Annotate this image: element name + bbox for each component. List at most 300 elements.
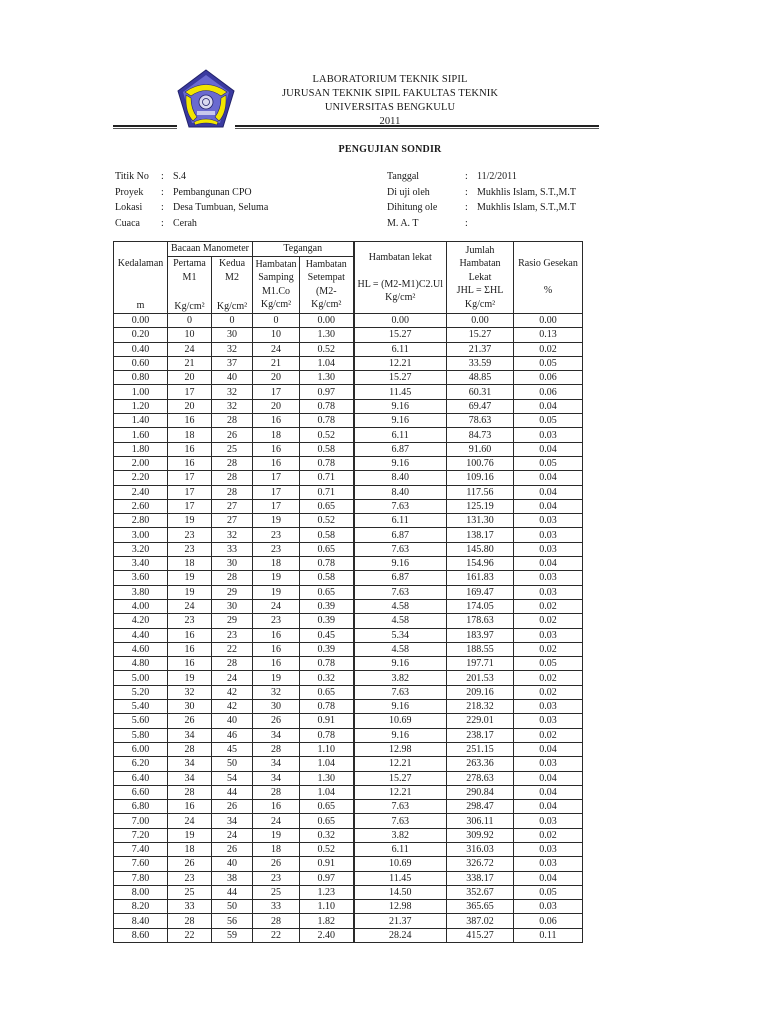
table-cell: 0.78 <box>300 557 354 571</box>
table-cell: 0.03 <box>514 857 583 871</box>
table-cell: 19 <box>253 585 300 599</box>
table-cell: 15.27 <box>354 328 447 342</box>
header-hst-line3: (M2- <box>315 285 337 297</box>
table-cell: 6.80 <box>114 800 168 814</box>
table-cell: 0.03 <box>514 571 583 585</box>
table-cell: 9.16 <box>354 399 447 413</box>
table-row <box>114 857 583 871</box>
info-separator: : <box>465 217 468 229</box>
info-value: Mukhlis Islam, S.T.,M.T <box>477 186 576 198</box>
header-hs-line1: Hambatan <box>255 258 297 270</box>
table-cell: 263.36 <box>447 757 514 771</box>
table-cell: 26 <box>212 428 253 442</box>
header-kedalaman <box>114 242 168 314</box>
table-cell: 7.63 <box>354 585 447 599</box>
table-cell: 45 <box>212 742 253 756</box>
table-cell: 15.27 <box>354 371 447 385</box>
table-cell: 2.40 <box>114 485 168 499</box>
table-cell: 0.00 <box>514 314 583 328</box>
table-cell: 0.04 <box>514 485 583 499</box>
table-cell: 32 <box>212 385 253 399</box>
table-cell: 1.30 <box>300 328 354 342</box>
table-row <box>114 785 583 799</box>
table-cell: 19 <box>168 828 212 842</box>
table-cell: 298.47 <box>447 800 514 814</box>
table-cell: 0.03 <box>514 528 583 542</box>
table-cell: 23 <box>253 871 300 885</box>
table-cell: 278.63 <box>447 771 514 785</box>
table-cell: 16 <box>168 442 212 456</box>
table-cell: 5.40 <box>114 700 168 714</box>
header-rasio-gesekan <box>514 242 583 314</box>
info-label: Proyek <box>115 186 144 198</box>
table-cell: 0.97 <box>300 871 354 885</box>
table-cell: 0.04 <box>514 399 583 413</box>
table-cell: 0.65 <box>300 499 354 513</box>
table-cell: 3.60 <box>114 571 168 585</box>
table-cell: 56 <box>212 914 253 928</box>
table-cell: 2.40 <box>300 928 354 942</box>
header-pertama-title: Pertama <box>173 257 206 269</box>
table-cell: 48.85 <box>447 371 514 385</box>
table-cell: 78.63 <box>447 414 514 428</box>
table-cell: 38 <box>212 871 253 885</box>
table-cell: 0.78 <box>300 657 354 671</box>
table-cell: 32 <box>212 342 253 356</box>
info-separator: : <box>161 186 164 198</box>
table-cell: 365.65 <box>447 900 514 914</box>
table-row <box>114 399 583 413</box>
table-cell: 12.21 <box>354 356 447 370</box>
table-cell: 44 <box>212 785 253 799</box>
table-row <box>114 714 583 728</box>
table-cell: 0.11 <box>514 928 583 942</box>
table-cell: 2.60 <box>114 499 168 513</box>
table-cell: 183.97 <box>447 628 514 642</box>
institution-header <box>250 73 530 129</box>
table-cell: 1.10 <box>300 900 354 914</box>
header-hambatan-lekat-unit: Kg/cm² <box>385 292 416 303</box>
table-cell: 8.20 <box>114 900 168 914</box>
info-separator: : <box>465 171 468 182</box>
info-separator: : <box>465 186 468 198</box>
info-value: 11/2/2011 <box>477 171 517 182</box>
table-cell: 0.71 <box>300 471 354 485</box>
table-cell: 0.78 <box>300 700 354 714</box>
university-name: UNIVERSITAS BENGKULU <box>324 102 456 113</box>
table-cell: 30 <box>253 700 300 714</box>
header-jumlah-hambatan-lekat <box>447 242 514 314</box>
table-cell: 306.11 <box>447 814 514 828</box>
table-cell: 290.84 <box>447 785 514 799</box>
table-cell: 178.63 <box>447 614 514 628</box>
header-kedua <box>212 256 253 314</box>
table-cell: 18 <box>168 842 212 856</box>
table-cell: 34 <box>168 771 212 785</box>
table-cell: 0.32 <box>300 671 354 685</box>
table-cell: 21.37 <box>447 342 514 356</box>
table-cell: 0.05 <box>514 356 583 370</box>
table-cell: 24 <box>253 814 300 828</box>
table-cell: 30 <box>212 599 253 613</box>
table-cell: 131.30 <box>447 514 514 528</box>
table-cell: 26 <box>168 857 212 871</box>
table-cell: 24 <box>168 599 212 613</box>
table-cell: 25 <box>212 442 253 456</box>
table-cell: 20 <box>168 371 212 385</box>
table-cell: 28 <box>212 485 253 499</box>
table-cell: 16 <box>168 657 212 671</box>
table-row <box>114 485 583 499</box>
table-cell: 3.82 <box>354 671 447 685</box>
table-cell: 0.00 <box>447 314 514 328</box>
table-cell: 33 <box>253 900 300 914</box>
table-cell: 2.00 <box>114 456 168 470</box>
table-cell: 5.20 <box>114 685 168 699</box>
table-cell: 0.02 <box>514 728 583 742</box>
table-row <box>114 742 583 756</box>
header-hs-unit: Kg/cm² <box>260 299 292 311</box>
table-cell: 0.13 <box>514 328 583 342</box>
table-cell: 0.40 <box>114 342 168 356</box>
table-cell: 34 <box>253 757 300 771</box>
table-row <box>114 700 583 714</box>
table-cell: 0.03 <box>514 900 583 914</box>
table-cell: 17 <box>168 499 212 513</box>
table-cell: 16 <box>253 800 300 814</box>
table-cell: 16 <box>253 414 300 428</box>
table-cell: 154.96 <box>447 557 514 571</box>
table-row <box>114 671 583 685</box>
table-cell: 8.00 <box>114 885 168 899</box>
table-cell: 6.11 <box>354 842 447 856</box>
table-cell: 0.03 <box>514 700 583 714</box>
table-cell: 0.03 <box>514 542 583 556</box>
table-cell: 1.10 <box>300 742 354 756</box>
header-jhl-unit: Kg/cm² <box>464 298 496 310</box>
table-cell: 7.63 <box>354 800 447 814</box>
table-cell: 23 <box>168 542 212 556</box>
table-cell: 251.15 <box>447 742 514 756</box>
table-cell: 20 <box>253 399 300 413</box>
header-tegangan: Tegangan <box>253 242 354 257</box>
header-divider-left <box>113 125 177 129</box>
table-cell: 27 <box>212 499 253 513</box>
table-body <box>114 314 583 943</box>
table-cell: 7.20 <box>114 828 168 842</box>
table-cell: 14.50 <box>354 885 447 899</box>
table-cell: 0.58 <box>300 442 354 456</box>
table-cell: 10.69 <box>354 857 447 871</box>
table-cell: 42 <box>212 685 253 699</box>
table-cell: 0.52 <box>300 514 354 528</box>
table-cell: 20 <box>168 399 212 413</box>
table-cell: 28.24 <box>354 928 447 942</box>
table-row <box>114 757 583 771</box>
header-bacaan-manometer: Bacaan Manometer <box>168 242 253 257</box>
table-cell: 0.02 <box>514 671 583 685</box>
table-cell: 0.58 <box>300 528 354 542</box>
table-cell: 0.45 <box>300 628 354 642</box>
table-cell: 37 <box>212 356 253 370</box>
table-cell: 12.98 <box>354 742 447 756</box>
table-cell: 0.00 <box>354 314 447 328</box>
sondir-data-table <box>113 241 583 943</box>
table-row <box>114 614 583 628</box>
table-cell: 0.02 <box>514 685 583 699</box>
table-cell: 34 <box>168 757 212 771</box>
table-cell: 18 <box>168 428 212 442</box>
table-cell: 0.04 <box>514 771 583 785</box>
table-cell: 0.80 <box>114 371 168 385</box>
table-cell: 238.17 <box>447 728 514 742</box>
table-cell: 50 <box>212 900 253 914</box>
table-cell: 28 <box>212 571 253 585</box>
table-cell: 4.80 <box>114 657 168 671</box>
table-cell: 23 <box>168 614 212 628</box>
table-row <box>114 628 583 642</box>
table-cell: 69.47 <box>447 399 514 413</box>
header-pertama <box>168 256 212 314</box>
table-cell: 30 <box>212 328 253 342</box>
info-value: Cerah <box>173 217 197 229</box>
info-label: Di uji oleh <box>387 186 430 198</box>
table-row <box>114 900 583 914</box>
table-cell: 6.87 <box>354 442 447 456</box>
table-cell: 6.11 <box>354 428 447 442</box>
table-cell: 5.00 <box>114 671 168 685</box>
info-mat <box>387 216 576 232</box>
table-row <box>114 814 583 828</box>
header-jhl-line3: Lekat <box>468 271 492 283</box>
table-cell: 3.20 <box>114 542 168 556</box>
table-cell: 0.05 <box>514 414 583 428</box>
table-cell: 24 <box>168 342 212 356</box>
header-pertama-symbol: M1 <box>182 272 197 283</box>
table-cell: 26 <box>212 800 253 814</box>
table-cell: 0.65 <box>300 685 354 699</box>
header-hambatan-setempat <box>300 256 354 314</box>
table-cell: 6.87 <box>354 571 447 585</box>
table-cell: 0.39 <box>300 642 354 656</box>
info-value: S.4 <box>173 171 187 182</box>
table-cell: 0.02 <box>514 342 583 356</box>
table-row <box>114 914 583 928</box>
table-cell: 0.04 <box>514 800 583 814</box>
table-cell: 201.53 <box>447 671 514 685</box>
info-dihitung-oleh <box>387 200 576 216</box>
table-cell: 19 <box>168 571 212 585</box>
table-cell: 161.83 <box>447 571 514 585</box>
info-separator: : <box>161 217 164 229</box>
table-cell: 28 <box>253 785 300 799</box>
table-cell: 209.16 <box>447 685 514 699</box>
info-value: Desa Tumbuan, Seluma <box>173 202 269 213</box>
table-cell: 16 <box>253 657 300 671</box>
table-cell: 8.40 <box>114 914 168 928</box>
table-cell: 84.73 <box>447 428 514 442</box>
test-info-left <box>115 169 268 231</box>
table-cell: 34 <box>253 771 300 785</box>
table-cell: 0.03 <box>514 714 583 728</box>
table-cell: 28 <box>168 914 212 928</box>
table-cell: 12.21 <box>354 757 447 771</box>
table-row <box>114 828 583 842</box>
table-cell: 0.03 <box>514 628 583 642</box>
table-cell: 32 <box>212 528 253 542</box>
table-row <box>114 428 583 442</box>
table-cell: 0.04 <box>514 557 583 571</box>
table-cell: 5.80 <box>114 728 168 742</box>
table-cell: 1.23 <box>300 885 354 899</box>
table-cell: 7.63 <box>354 814 447 828</box>
table-row <box>114 885 583 899</box>
table-row <box>114 499 583 513</box>
table-cell: 12.21 <box>354 785 447 799</box>
table-cell: 0.58 <box>300 571 354 585</box>
table-cell: 28 <box>253 742 300 756</box>
table-cell: 6.40 <box>114 771 168 785</box>
table-cell: 19 <box>253 571 300 585</box>
table-cell: 26 <box>253 714 300 728</box>
table-cell: 169.47 <box>447 585 514 599</box>
table-cell: 316.03 <box>447 842 514 856</box>
table-cell: 23 <box>253 542 300 556</box>
table-cell: 387.02 <box>447 914 514 928</box>
table-cell: 174.05 <box>447 599 514 613</box>
table-cell: 15.27 <box>447 328 514 342</box>
table-cell: 19 <box>253 828 300 842</box>
table-cell: 4.00 <box>114 599 168 613</box>
table-cell: 117.56 <box>447 485 514 499</box>
header-kedalaman-title: Kedalaman <box>117 257 164 269</box>
header-jhl-line2: Hambatan <box>459 258 501 270</box>
department-name: JURUSAN TEKNIK SIPIL FAKULTAS TEKNIK <box>281 88 499 99</box>
table-cell: 0.65 <box>300 542 354 556</box>
table-cell: 26 <box>253 857 300 871</box>
table-row <box>114 557 583 571</box>
table-row <box>114 571 583 585</box>
table-cell: 7.60 <box>114 857 168 871</box>
table-row <box>114 328 583 342</box>
table-cell: 0.78 <box>300 728 354 742</box>
table-cell: 0.52 <box>300 842 354 856</box>
table-cell: 18 <box>253 842 300 856</box>
table-cell: 26 <box>168 714 212 728</box>
table-cell: 1.04 <box>300 785 354 799</box>
table-cell: 16 <box>168 628 212 642</box>
table-cell: 0.06 <box>514 385 583 399</box>
table-cell: 16 <box>253 456 300 470</box>
table-cell: 1.04 <box>300 757 354 771</box>
test-info-right <box>387 169 576 231</box>
table-cell: 5.34 <box>354 628 447 642</box>
table-cell: 0.78 <box>300 456 354 470</box>
table-cell: 17 <box>168 471 212 485</box>
table-cell: 0.04 <box>514 871 583 885</box>
table-header <box>114 242 583 314</box>
table-cell: 34 <box>212 814 253 828</box>
table-cell: 12.98 <box>354 900 447 914</box>
table-cell: 7.63 <box>354 542 447 556</box>
table-row <box>114 842 583 856</box>
header-hambatan-lekat-title: Hambatan lekat <box>368 251 432 263</box>
table-cell: 338.17 <box>447 871 514 885</box>
table-cell: 21 <box>168 356 212 370</box>
lab-name: LABORATORIUM TEKNIK SIPIL <box>312 74 468 85</box>
table-cell: 17 <box>168 485 212 499</box>
table-cell: 0.60 <box>114 356 168 370</box>
table-cell: 16 <box>168 642 212 656</box>
table-cell: 1.00 <box>114 385 168 399</box>
table-cell: 1.40 <box>114 414 168 428</box>
table-cell: 0.05 <box>514 456 583 470</box>
table-cell: 0.91 <box>300 857 354 871</box>
table-cell: 0.78 <box>300 414 354 428</box>
table-row <box>114 585 583 599</box>
table-cell: 100.76 <box>447 456 514 470</box>
table-cell: 2.80 <box>114 514 168 528</box>
table-cell: 30 <box>168 700 212 714</box>
header-hambatan-lekat-formula: HL = (M2-M1)C2.Ul <box>357 278 444 290</box>
table-cell: 6.87 <box>354 528 447 542</box>
table-cell: 0.04 <box>514 785 583 799</box>
table-cell: 1.30 <box>300 771 354 785</box>
table-cell: 19 <box>253 671 300 685</box>
table-cell: 16 <box>253 628 300 642</box>
table-cell: 24 <box>168 814 212 828</box>
table-cell: 0.04 <box>514 471 583 485</box>
header-divider-right <box>235 125 599 129</box>
year: 2011 <box>379 116 401 127</box>
table-cell: 0.02 <box>514 828 583 842</box>
table-cell: 0.03 <box>514 428 583 442</box>
table-row <box>114 657 583 671</box>
table-cell: 0.97 <box>300 385 354 399</box>
table-row <box>114 356 583 370</box>
table-cell: 17 <box>253 485 300 499</box>
table-cell: 0.65 <box>300 800 354 814</box>
header-hst-unit: Kg/cm² <box>311 299 342 311</box>
header-hst-line2: Setempat <box>307 272 345 284</box>
header-kedua-unit: Kg/cm² <box>216 300 248 312</box>
table-cell: 145.80 <box>447 542 514 556</box>
table-cell: 59 <box>212 928 253 942</box>
table-cell: 0.03 <box>514 814 583 828</box>
table-cell: 30 <box>212 557 253 571</box>
info-label: Cuaca <box>115 217 140 229</box>
table-cell: 3.82 <box>354 828 447 842</box>
table-cell: 4.60 <box>114 642 168 656</box>
table-row <box>114 542 583 556</box>
table-cell: 16 <box>253 442 300 456</box>
table-cell: 6.11 <box>354 514 447 528</box>
table-cell: 1.04 <box>300 356 354 370</box>
table-cell: 0.39 <box>300 614 354 628</box>
table-cell: 4.20 <box>114 614 168 628</box>
table-row <box>114 342 583 356</box>
table-cell: 44 <box>212 885 253 899</box>
table-cell: 0.02 <box>514 642 583 656</box>
table-cell: 15.27 <box>354 771 447 785</box>
table-cell: 23 <box>168 871 212 885</box>
table-cell: 23 <box>253 614 300 628</box>
table-cell: 16 <box>168 456 212 470</box>
table-row <box>114 928 583 942</box>
table-cell: 7.40 <box>114 842 168 856</box>
table-row <box>114 871 583 885</box>
table-cell: 25 <box>168 885 212 899</box>
